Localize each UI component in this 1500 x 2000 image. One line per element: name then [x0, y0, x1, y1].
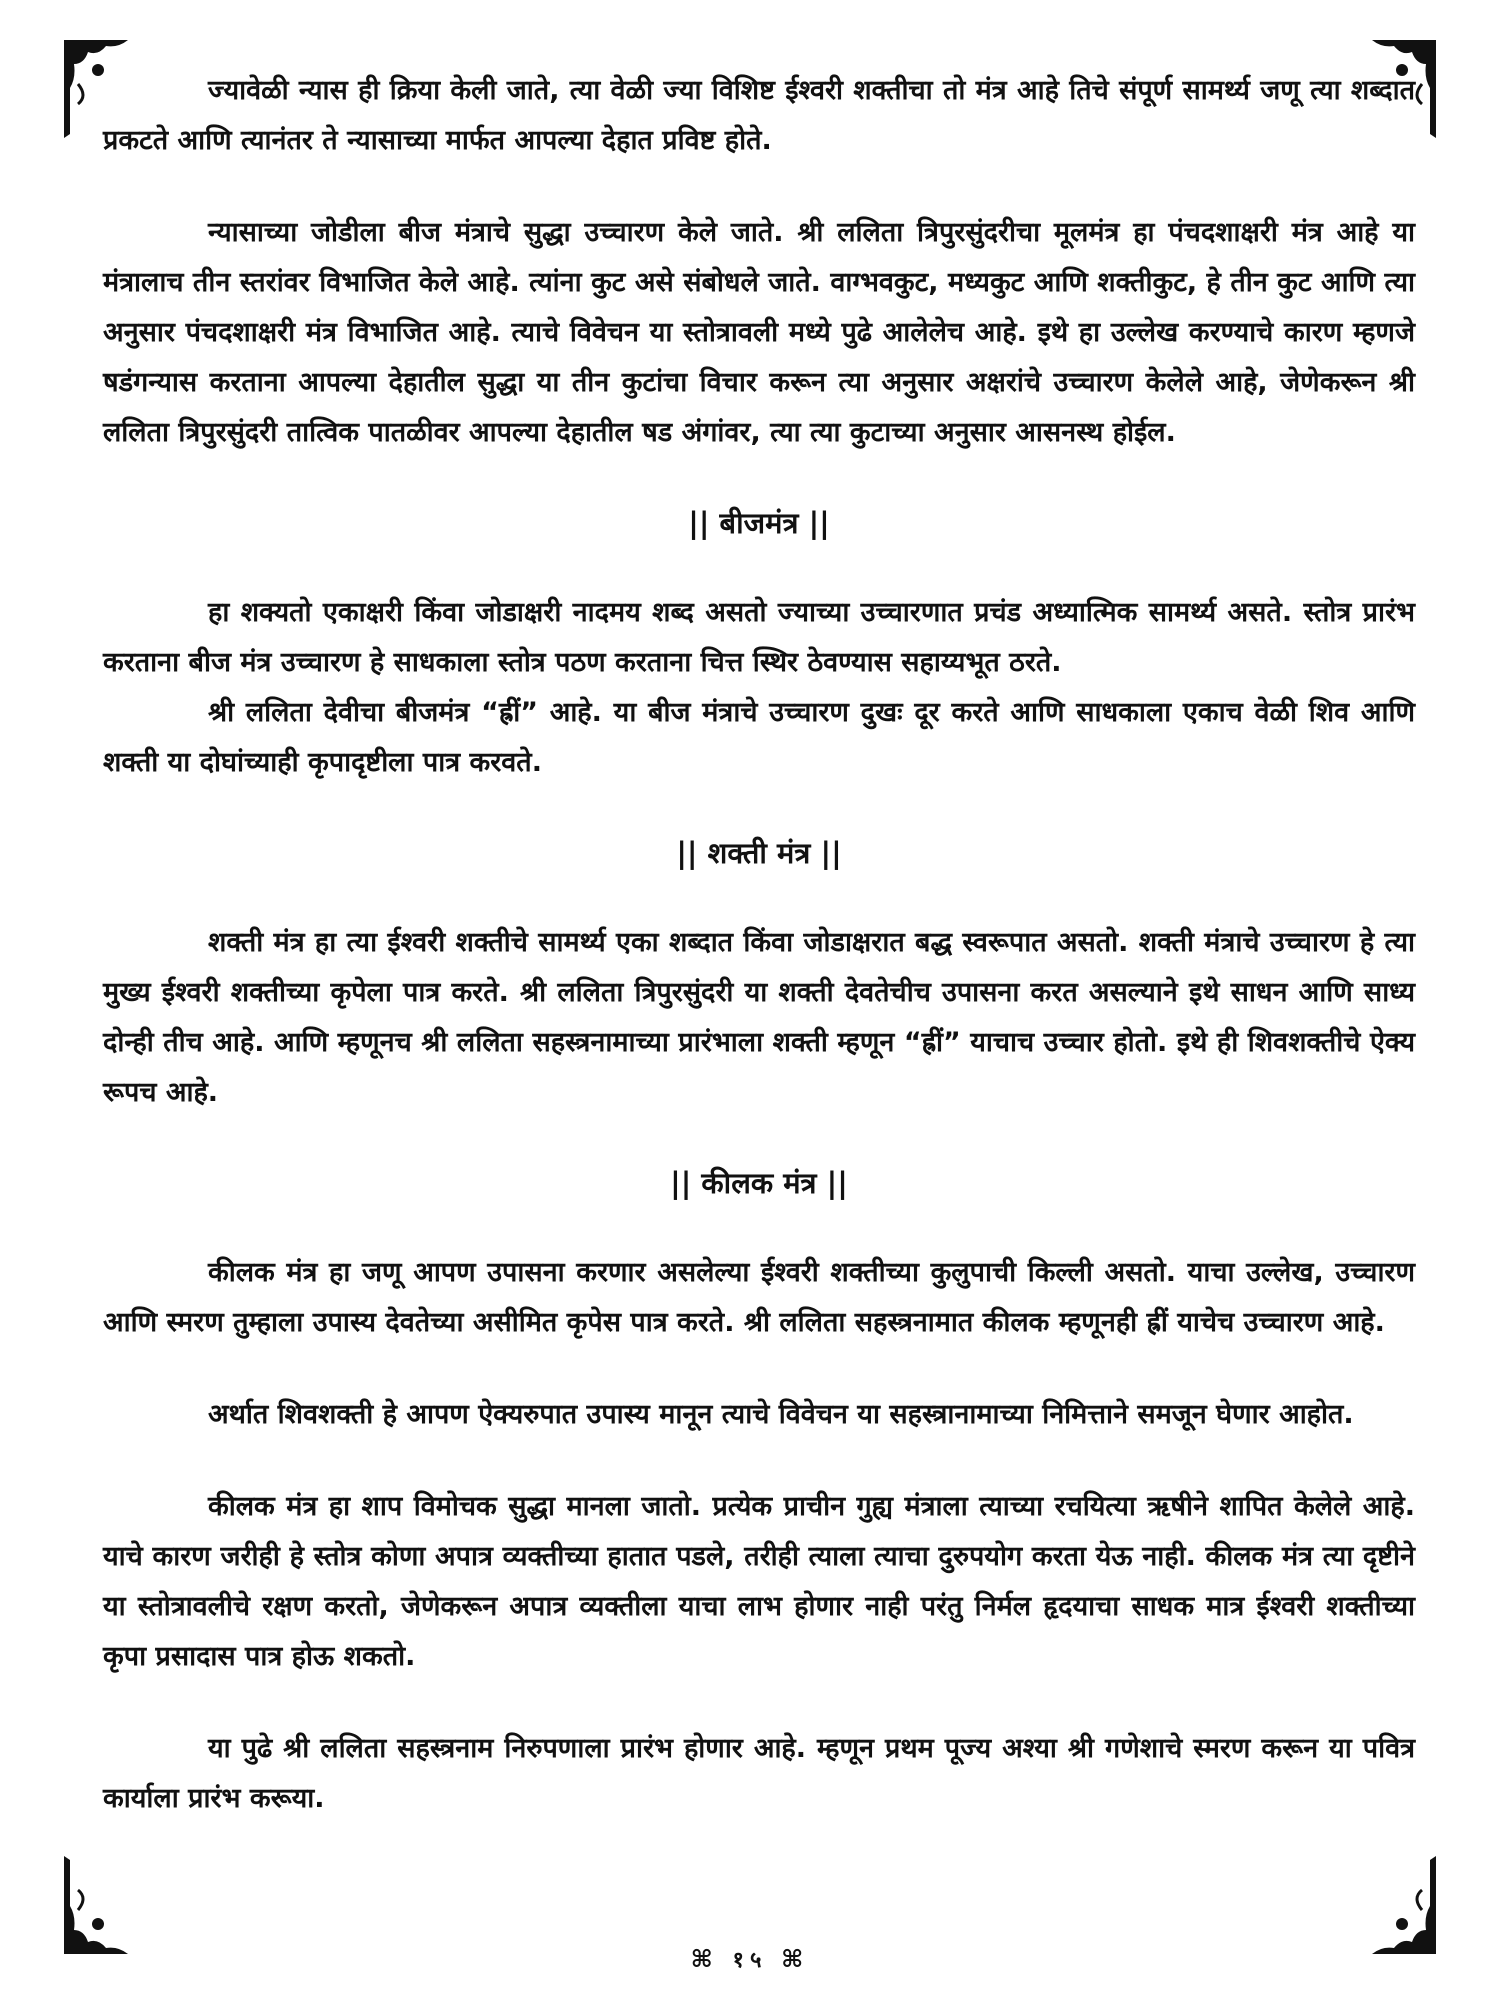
section-heading: || कीलक मंत्र ||: [670, 1166, 848, 1200]
section-heading: || बीजमंत्र ||: [688, 506, 830, 540]
footer-ornament-icon: ⌘: [690, 1945, 719, 1973]
paragraph: ज्यावेळी न्यास ही क्रिया केली जाते, त्या वेळी ज्या विशिष्ट ईश्वरी शक्तीचा तो मंत्र आहे तिचे संपूर्ण सामर्थ्य जणू त्या शब्दात प्रकटते आणि त्यानंतर ते न्यासाच्या मार्फत आपल्या देहात प्रविष्ट होते.: [103, 75, 1415, 156]
page-footer: [0, 1944, 1500, 1974]
paragraph: हा शक्यतो एकाक्षरी किंवा जोडाक्षरी नादमय शब्द असतो ज्याच्या उच्चारणात प्रचंड अध्यात्मिक सामर्थ्य असते. स्तोत्र प्रारंभ करताना बीज मंत्र उच्चारण हे साधकाला स्तोत्र पठण करताना चित्त स्थिर ठेवण्यास सहाय्यभूत ठरते.: [103, 597, 1415, 678]
paragraph: अर्थात शिवशक्ती हे आपण ऐक्यरुपात उपास्य मानून त्याचे विवेचन या सहस्त्रानामाच्या निमित्ताने समजून घेणार आहोत.: [208, 1399, 1354, 1430]
paragraph: कीलक मंत्र हा शाप विमोचक सुद्धा मानला जातो. प्रत्येक प्राचीन गुह्य मंत्राला त्याच्या रचयित्या ऋषीने शापित केलेले आहे. याचे कारण जरीही हे स्तोत्र कोणा अपात्र व्यक्तीच्या हातात पडले, तरीही त्याला त्याचा दुरुपयोग करता येऊ नाही. कीलक मंत्र त्या दृष्टीने या स्तोत्रावलीचे रक्षण करतो, जेणेकरून अपात्र व्यक्तीला याचा लाभ होणार नाही परंतु निर्मल हृदयाचा साधक मात्र ईश्वरी शक्तीच्या कृपा प्रसादास पात्र होऊ शकतो.: [103, 1491, 1415, 1672]
paragraph: या पुढे श्री ललिता सहस्त्रनाम निरुपणाला प्रारंभ होणार आहे. म्हणून प्रथम पूज्य अश्या श्री गणेशाचे स्मरण करून या पवित्र कार्याला प्रारंभ करूया.: [103, 1733, 1415, 1814]
footer-ornament-icon: ⌘: [781, 1945, 810, 1973]
paragraph: श्री ललिता देवीचा बीजमंत्र “ह्रीं” आहे. या बीज मंत्राचे उच्चारण दुखः दूर करते आणि साधकाला एकाच वेळी शिव आणि शक्ती या दोघांच्याही कृपादृष्टीला पात्र करवते.: [103, 697, 1415, 778]
section-heading: || शक्ती मंत्र ||: [676, 836, 842, 870]
paragraph: शक्ती मंत्र हा त्या ईश्वरी शक्तीचे सामर्थ्य एका शब्दात किंवा जोडाक्षरात बद्ध स्वरूपात असतो. शक्ती मंत्राचे उच्चारण हे त्या मुख्य ईश्वरी शक्तीच्या कृपेला पात्र करते. श्री ललिता त्रिपुरसुंदरी या शक्ती देवतेचीच उपासना करत असल्याने इथे साधन आणि साध्य दोन्ही तीच आहे. आणि म्हणूनच श्री ललिता सहस्त्रनामाच्या प्रारंभाला शक्ती म्हणून “ह्रीं” याचाच उच्चार होतो. इथे ही शिवशक्तीचे ऐक्य रूपच आहे.: [103, 927, 1415, 1108]
paragraph: न्यासाच्या जोडीला बीज मंत्राचे सुद्धा उच्चारण केले जाते. श्री ललिता त्रिपुरसुंदरीचा मूलमंत्र हा पंचदशाक्षरी मंत्र आहे या मंत्रालाच तीन स्तरांवर विभाजित केले आहे. त्यांना कुट असे संबोधले जाते. वाग्भवकुट, मध्यकुट आणि शक्तीकुट, हे तीन कुट आणि त्या अनुसार पंचदशाक्षरी मंत्र विभाजित आहे. त्याचे विवेचन या स्तोत्रावली मध्ये पुढे आलेलेच आहे. इथे हा उल्लेख करण्याचे कारण म्हणजे षडंगन्यास करताना आपल्या देहातील सुद्धा या तीन कुटांचा विचार करून त्या अनुसार अक्षरांचे उच्चारण केलेले आहे, जेणेकरून श्री ललिता त्रिपुरसुंदरी तात्विक पातळीवर आपल्या देहातील षड अंगांवर, त्या त्या कुटाच्या अनुसार आसनस्थ होईल.: [103, 217, 1415, 448]
paragraph: कीलक मंत्र हा जणू आपण उपासना करणार असलेल्या ईश्वरी शक्तीच्या कुलुपाची किल्ली असतो. याचा उल्लेख, उच्चारण आणि स्मरण तुम्हाला उपास्य देवतेच्या असीमित कृपेस पात्र करते. श्री ललिता सहस्त्रनामात कीलक म्हणूनही ह्रीं याचेच उच्चारण आहे.: [103, 1257, 1415, 1338]
page-body: [103, 66, 1415, 1824]
page-number: १५: [732, 1948, 768, 1973]
